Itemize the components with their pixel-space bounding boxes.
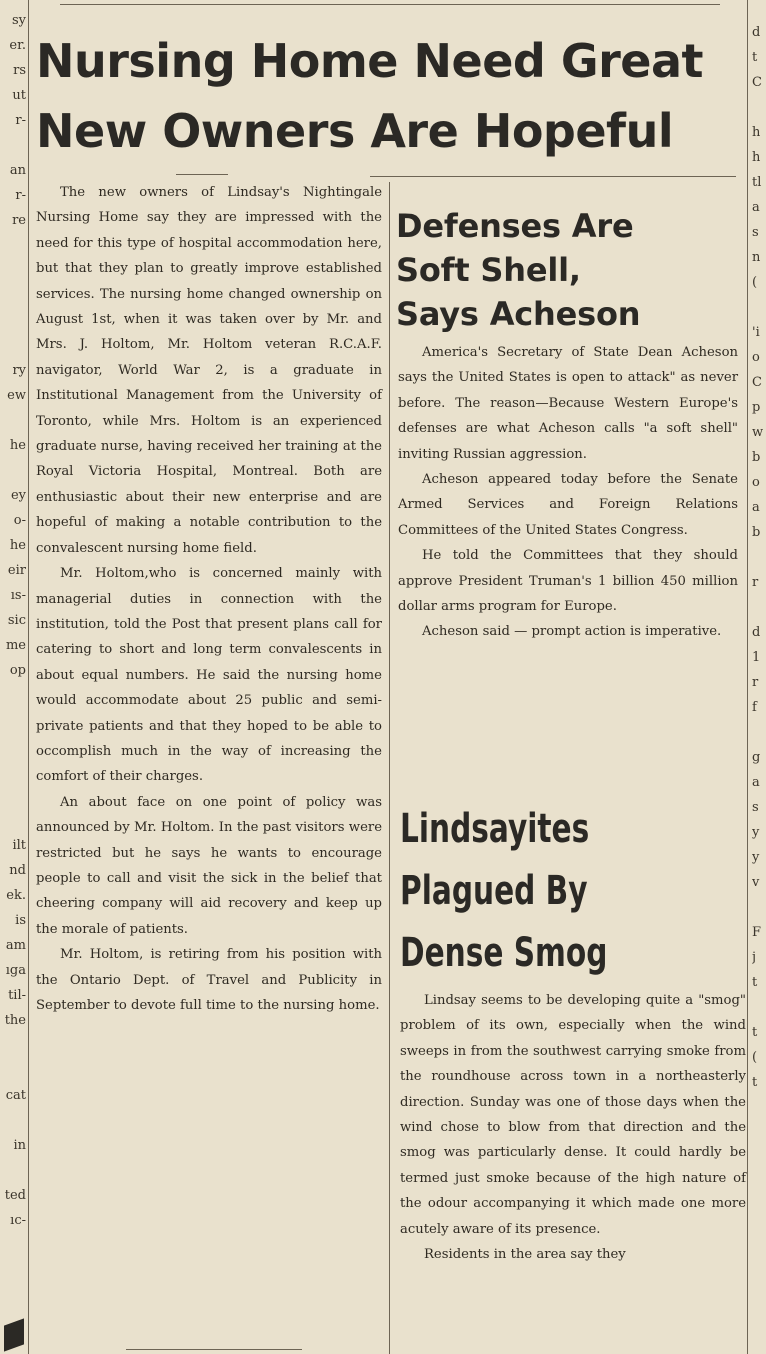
right-fragment-line (752, 295, 766, 320)
top-rule (60, 4, 720, 5)
right-fragment-line: C (752, 75, 762, 90)
middle-column-divider (389, 182, 390, 1354)
left-fragment-line: ut (12, 88, 26, 103)
left-fragment-line: is (15, 913, 26, 928)
right-fragment-line: y (752, 850, 760, 865)
left-fragment-line (0, 808, 26, 833)
right-fragment-line (752, 595, 766, 620)
left-fragment-line (0, 333, 26, 358)
left-fragment-line: ry (12, 363, 26, 378)
right-fragment-line: p (752, 400, 761, 415)
acheson-story-body (398, 340, 738, 645)
right-fragment-line: d (752, 625, 761, 640)
main-story-paragraph: An about face on one point of policy was announced by Mr. Holtom. In the past visitors were restricted but he says he wants to encourage people to call and visit the sick in the belief that cheering company will aid recovery and keep up the morale of patients. (36, 794, 382, 937)
left-fragment-line: he (9, 538, 26, 553)
main-headline-line-1: Nursing Home Need Great (36, 34, 704, 88)
left-fragment-line (0, 708, 26, 733)
acheson-headline-line: Says Acheson (396, 295, 641, 333)
main-story-body (36, 180, 382, 1018)
left-fragment-line: op (9, 663, 26, 678)
left-fragment-line (0, 133, 26, 158)
acheson-headline (396, 204, 746, 336)
right-fragment-line (752, 545, 766, 570)
left-fragment-line (0, 458, 26, 483)
left-fragment-line (0, 1158, 26, 1183)
acheson-headline-line: Soft Shell, (396, 251, 581, 289)
right-fragment-line: C (752, 375, 762, 390)
smog-story-body (400, 988, 746, 1267)
left-fragment-line: ek. (6, 888, 26, 903)
right-fragment-line (752, 895, 766, 920)
left-fragment-line: an (9, 163, 26, 178)
left-fragment-line: r- (15, 113, 26, 128)
right-fragment-line: tl (752, 175, 762, 190)
right-fragment-line (752, 1145, 766, 1170)
left-fragment-line: re (12, 213, 26, 228)
left-fragment-line (0, 283, 26, 308)
left-fragment-line (0, 308, 26, 333)
right-fragment-line: r (752, 575, 759, 590)
left-fragment-line (0, 683, 26, 708)
left-fragment-line: ey (10, 488, 26, 503)
left-fragment-line: til- (8, 988, 26, 1003)
right-fragment-line: j (752, 950, 757, 965)
left-fragment-line (0, 783, 26, 808)
left-column-divider (28, 0, 29, 1354)
left-fragment-line: ew (7, 388, 26, 403)
left-fragment-line: ıc- (10, 1213, 26, 1228)
left-column-fragment (0, 8, 26, 1233)
headline-divider-left (176, 174, 228, 175)
left-fragment-line (0, 408, 26, 433)
left-fragment-line: the (4, 1013, 26, 1028)
left-fragment-line: o- (13, 513, 26, 528)
right-fragment-line: g (752, 750, 761, 765)
right-fragment-line: w (752, 425, 764, 440)
left-fragment-line: am (5, 938, 26, 953)
main-headline-line-2: New Owners Are Hopeful (36, 104, 674, 158)
acheson-paragraph: Acheson appeared today before the Senate Armed Services and Foreign Relations Committees of the United States Congress. (398, 472, 738, 538)
left-fragment-line: ilt (12, 838, 26, 853)
right-fragment-line: t (752, 1025, 758, 1040)
left-fragment-line: sy (11, 13, 26, 28)
smog-headline-line: Dense Smog (400, 930, 608, 976)
right-fragment-line: F (752, 925, 762, 940)
right-fragment-line: a (752, 775, 760, 790)
left-fragment-line: rs (13, 63, 26, 78)
left-fragment-line: in (13, 1138, 26, 1153)
right-fragment-line: r (752, 675, 759, 690)
right-fragment-line: o (752, 475, 760, 490)
right-fragment-line (752, 720, 766, 745)
right-fragment-line (752, 1095, 766, 1120)
right-fragment-line: y (752, 825, 760, 840)
right-fragment-line: d (752, 25, 761, 40)
right-fragment-line: h (752, 150, 761, 165)
left-fragment-line: ıga (5, 963, 26, 978)
main-story-paragraph: Mr. Holtom, is retiring from his position with the Ontario Dept. of Travel and Publicity in September to devote full time to the nursing home. (36, 947, 382, 1013)
right-fragment-line: ( (752, 1050, 758, 1065)
bottom-rule (126, 1349, 302, 1350)
right-fragment-line (752, 95, 766, 120)
right-column-fragment (752, 20, 766, 1195)
main-story-paragraph: Mr. Holtom,who is concerned mainly with managerial duties in connection with the institution, told the Post that present plans call for catering to short and long term convalescents in about equal numbers. He said the nursing home would accommodate about 25 public and semi-private patients and that they hoped to be able to occomplish much in the way of increasing the comfort of their charges. (36, 566, 382, 785)
main-story-paragraph: The new owners of Lindsay's Nightingale Nursing Home say they are impressed with the need for this type of hospital accommodation here, but that they plan to greatly improve established services. The nursing home changed ownership on August 1st, when it was taken over by Mr. and Mrs. J. Holtom, Mr. Holtom veteran R.C.A.F. navigator, World War 2, is a graduate in Institutional Management from the University of Toronto, while Mrs. Holtom is an experienced graduate nurse, having received her training at the Royal Victoria Hospital, Montreal. Both are enthusiastic about their new enterprise and are hopeful of making a notable contribution to the convalescent nursing home field. (36, 185, 382, 556)
acheson-paragraph: Acheson said — prompt action is imperative. (422, 624, 722, 640)
right-fragment-line: f (752, 700, 757, 715)
left-fragment-line: sic (7, 613, 26, 628)
smog-headline (400, 798, 607, 984)
left-fragment-line: r- (15, 188, 26, 203)
right-fragment-line: ( (752, 275, 758, 290)
left-fragment-line (0, 758, 26, 783)
right-column-divider (747, 0, 748, 1354)
acheson-headline-line: Defenses Are (396, 207, 634, 245)
left-fragment-line (0, 1033, 26, 1058)
right-fragment-line: a (752, 200, 760, 215)
left-fragment-line (0, 1058, 26, 1083)
right-fragment-line: n (752, 250, 761, 265)
left-fragment-line: he (9, 438, 26, 453)
left-fragment-line: nd (9, 863, 26, 878)
right-fragment-line: t (752, 50, 758, 65)
left-fragment-line: ıs- (10, 588, 26, 603)
left-fragment-line: cat (5, 1088, 26, 1103)
headline-divider-right (370, 176, 736, 177)
right-fragment-line: 'i (752, 325, 760, 340)
smog-headline-line: Plagued By (400, 868, 588, 914)
right-fragment-line: b (752, 525, 761, 540)
left-fragment-line (0, 1108, 26, 1133)
right-fragment-line: b (752, 450, 761, 465)
acheson-paragraph: America's Secretary of State Dean Acheson says the United States is open to attack" as never before. The reason—Because Western Europe's defenses are what Acheson calls "a soft shell" inviting Russian aggression. (398, 345, 738, 462)
right-fragment-line: h (752, 125, 761, 140)
acheson-paragraph: He told the Committees that they should approve President Truman's 1 billion 450 million dollar arms program for Europe. (398, 548, 738, 615)
smog-paragraph: Residents in the area say they (424, 1247, 626, 1263)
right-fragment-line: s (752, 225, 759, 240)
left-fragment-line (0, 733, 26, 758)
left-fragment-line: eir (7, 563, 26, 578)
left-fragment-line: er. (9, 38, 26, 53)
right-fragment-line: 1 (752, 650, 761, 665)
smog-headline-line: Lindsayites (400, 806, 590, 852)
right-fragment-line (752, 1120, 766, 1145)
right-fragment-line: s (752, 800, 759, 815)
right-fragment-line (752, 1170, 766, 1195)
right-fragment-line (752, 995, 766, 1020)
smog-paragraph: Lindsay seems to be developing quite a "smog" problem of its own, especially when the wind sweeps in from the southwest carrying smoke from the roundhouse across town in a northeasterly direction. Sunday was one of those days when the wind chose to blow from that direction and the smog was particularly dense. It could hardly be termed just smoke because of the high nature of the odour accompanying it which made one more acutely aware of its presence. (400, 993, 746, 1237)
left-fragment-line (0, 258, 26, 283)
left-fragment-line (0, 233, 26, 258)
left-fragment-line: me (5, 638, 26, 653)
right-fragment-line: a (752, 500, 760, 515)
left-fragment-line: ted (4, 1188, 26, 1203)
right-fragment-line: o (752, 350, 760, 365)
right-fragment-line: t (752, 975, 758, 990)
right-fragment-line: t (752, 1075, 758, 1090)
right-fragment-line: v (752, 875, 760, 890)
arrow-dingbat-icon (4, 1318, 24, 1351)
